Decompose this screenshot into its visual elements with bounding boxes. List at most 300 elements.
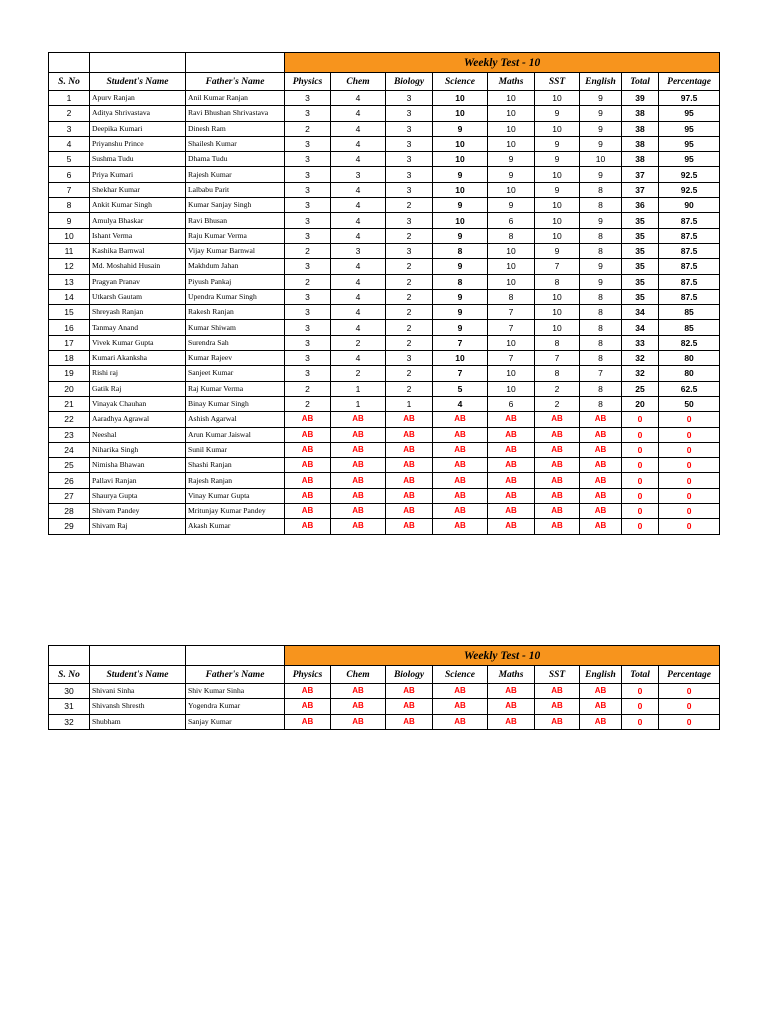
student-row — [49, 427, 720, 442]
biology-score: 2 — [386, 289, 433, 304]
student-row — [49, 259, 720, 274]
physics-score: 3 — [285, 106, 331, 121]
sst-score: 7 — [535, 351, 580, 366]
student-row — [49, 504, 720, 519]
physics-score: 2 — [285, 381, 331, 396]
student-name: Niharika Singh — [90, 442, 186, 457]
chem-score: 2 — [331, 335, 386, 350]
sst-score: AB — [535, 473, 580, 488]
maths-score: 10 — [488, 91, 535, 106]
physics-score: 3 — [285, 228, 331, 243]
column-header: Physics — [285, 666, 331, 684]
student-row — [49, 396, 720, 411]
sst-score: 9 — [535, 243, 580, 258]
sst-score: AB — [535, 427, 580, 442]
serial-number: 18 — [49, 351, 90, 366]
physics-score: AB — [285, 519, 331, 534]
english-score: 8 — [580, 381, 622, 396]
student-row — [49, 335, 720, 350]
father-name: Piyush Pankaj — [186, 274, 285, 289]
maths-score: AB — [488, 458, 535, 473]
sst-score: 8 — [535, 274, 580, 289]
science-score: 7 — [433, 335, 488, 350]
english-score: 8 — [580, 228, 622, 243]
results-table-1 — [48, 52, 720, 535]
chem-score: AB — [331, 684, 386, 699]
english-score: 8 — [580, 182, 622, 197]
sst-score: 9 — [535, 152, 580, 167]
percentage: 85 — [659, 320, 720, 335]
total-score: 37 — [622, 167, 659, 182]
science-score: 7 — [433, 366, 488, 381]
english-score: AB — [580, 488, 622, 503]
total-score: 0 — [622, 714, 659, 729]
percentage: 92.5 — [659, 182, 720, 197]
father-name: Yogendra Kumar — [186, 699, 285, 714]
biology-score: 3 — [386, 136, 433, 151]
total-score: 25 — [622, 381, 659, 396]
science-score: 9 — [433, 121, 488, 136]
sst-score: 2 — [535, 396, 580, 411]
column-header: Biology — [386, 73, 433, 91]
test-title: Weekly Test - 10 — [285, 646, 720, 666]
serial-number: 25 — [49, 458, 90, 473]
student-row — [49, 699, 720, 714]
biology-score: AB — [386, 519, 433, 534]
physics-score: 3 — [285, 335, 331, 350]
chem-score: AB — [331, 504, 386, 519]
chem-score: 4 — [331, 320, 386, 335]
chem-score: 1 — [331, 396, 386, 411]
serial-number: 12 — [49, 259, 90, 274]
father-name: Rakesh Ranjan — [186, 305, 285, 320]
student-row — [49, 488, 720, 503]
sst-score: 10 — [535, 91, 580, 106]
sst-score: 8 — [535, 335, 580, 350]
results-table-2 — [48, 645, 720, 730]
biology-score: AB — [386, 699, 433, 714]
physics-score: AB — [285, 699, 331, 714]
column-header: Student's Name — [90, 666, 186, 684]
physics-score: AB — [285, 488, 331, 503]
science-score: AB — [433, 519, 488, 534]
english-score: 9 — [580, 274, 622, 289]
student-row — [49, 714, 720, 729]
title-row — [49, 53, 720, 73]
total-score: 36 — [622, 198, 659, 213]
percentage: 0 — [659, 488, 720, 503]
header-row — [49, 666, 720, 684]
student-name: Priyanshu Prince — [90, 136, 186, 151]
science-score: 10 — [433, 213, 488, 228]
serial-number: 3 — [49, 121, 90, 136]
percentage: 95 — [659, 152, 720, 167]
student-name: Shivam Pandey — [90, 504, 186, 519]
student-name: Vinayak Chauhan — [90, 396, 186, 411]
percentage: 82.5 — [659, 335, 720, 350]
biology-score: AB — [386, 458, 433, 473]
chem-score: 4 — [331, 274, 386, 289]
percentage: 87.5 — [659, 243, 720, 258]
test-title: Weekly Test - 10 — [285, 53, 720, 73]
serial-number: 2 — [49, 106, 90, 121]
serial-number: 10 — [49, 228, 90, 243]
student-name: Amulya Bhaskar — [90, 213, 186, 228]
student-name: Deepika Kumari — [90, 121, 186, 136]
student-name: Priya Kumari — [90, 167, 186, 182]
physics-score: 3 — [285, 289, 331, 304]
biology-score: 3 — [386, 243, 433, 258]
physics-score: 3 — [285, 182, 331, 197]
total-score: 0 — [622, 488, 659, 503]
science-score: 9 — [433, 320, 488, 335]
column-header: Total — [622, 666, 659, 684]
science-score: 9 — [433, 228, 488, 243]
percentage: 0 — [659, 442, 720, 457]
science-score: AB — [433, 714, 488, 729]
sst-score: 10 — [535, 198, 580, 213]
father-name: Binay Kumar Singh — [186, 396, 285, 411]
science-score: 10 — [433, 182, 488, 197]
total-score: 32 — [622, 366, 659, 381]
serial-number: 16 — [49, 320, 90, 335]
student-row — [49, 412, 720, 427]
biology-score: AB — [386, 684, 433, 699]
chem-score: 4 — [331, 228, 386, 243]
total-score: 35 — [622, 289, 659, 304]
percentage: 62.5 — [659, 381, 720, 396]
english-score: 9 — [580, 213, 622, 228]
science-score: AB — [433, 473, 488, 488]
biology-score: AB — [386, 442, 433, 457]
sst-score: AB — [535, 519, 580, 534]
student-name: Shreyash Ranjan — [90, 305, 186, 320]
chem-score: 4 — [331, 136, 386, 151]
percentage: 95 — [659, 136, 720, 151]
physics-score: AB — [285, 504, 331, 519]
english-score: 8 — [580, 305, 622, 320]
student-row — [49, 91, 720, 106]
physics-score: 3 — [285, 366, 331, 381]
chem-score: 3 — [331, 167, 386, 182]
biology-score: 2 — [386, 259, 433, 274]
science-score: 10 — [433, 91, 488, 106]
chem-score: AB — [331, 442, 386, 457]
column-header: Percentage — [659, 73, 720, 91]
sst-score: 10 — [535, 320, 580, 335]
maths-score: 7 — [488, 320, 535, 335]
student-row — [49, 121, 720, 136]
father-name: Akash Kumar — [186, 519, 285, 534]
student-name: Aaradhya Agrawal — [90, 412, 186, 427]
father-name: Rajesh Kumar — [186, 167, 285, 182]
header-row — [49, 73, 720, 91]
biology-score: 2 — [386, 228, 433, 243]
english-score: AB — [580, 458, 622, 473]
biology-score: 3 — [386, 121, 433, 136]
chem-score: 4 — [331, 121, 386, 136]
biology-score: 3 — [386, 91, 433, 106]
column-header: Science — [433, 73, 488, 91]
science-score: 5 — [433, 381, 488, 396]
english-score: 8 — [580, 243, 622, 258]
science-score: AB — [433, 504, 488, 519]
english-score: AB — [580, 442, 622, 457]
chem-score: AB — [331, 488, 386, 503]
father-name: Vinay Kumar Gupta — [186, 488, 285, 503]
science-score: 8 — [433, 274, 488, 289]
maths-score: AB — [488, 699, 535, 714]
science-score: 9 — [433, 167, 488, 182]
physics-score: 3 — [285, 152, 331, 167]
biology-score: 2 — [386, 320, 433, 335]
column-header: Biology — [386, 666, 433, 684]
student-name: Aditya Shrivastava — [90, 106, 186, 121]
maths-score: AB — [488, 473, 535, 488]
english-score: AB — [580, 412, 622, 427]
physics-score: AB — [285, 412, 331, 427]
percentage: 0 — [659, 473, 720, 488]
english-score: 9 — [580, 106, 622, 121]
student-row — [49, 106, 720, 121]
total-score: 35 — [622, 213, 659, 228]
column-header: Chem — [331, 666, 386, 684]
total-score: 38 — [622, 136, 659, 151]
chem-score: 4 — [331, 91, 386, 106]
english-score: AB — [580, 699, 622, 714]
serial-number: 30 — [49, 684, 90, 699]
chem-score: 2 — [331, 366, 386, 381]
student-row — [49, 198, 720, 213]
student-row — [49, 136, 720, 151]
chem-score: 4 — [331, 259, 386, 274]
serial-number: 9 — [49, 213, 90, 228]
father-name: Kumar Sanjay Singh — [186, 198, 285, 213]
percentage: 85 — [659, 305, 720, 320]
sst-score: AB — [535, 684, 580, 699]
chem-score: 4 — [331, 152, 386, 167]
chem-score: AB — [331, 427, 386, 442]
column-header: Physics — [285, 73, 331, 91]
father-name: Vijay Kumar Barnwal — [186, 243, 285, 258]
biology-score: AB — [386, 488, 433, 503]
serial-number: 32 — [49, 714, 90, 729]
physics-score: AB — [285, 458, 331, 473]
chem-score: 4 — [331, 213, 386, 228]
serial-number: 23 — [49, 427, 90, 442]
serial-number: 22 — [49, 412, 90, 427]
science-score: 9 — [433, 198, 488, 213]
father-name: Sanjay Kumar — [186, 714, 285, 729]
father-name: Sunil Kumar — [186, 442, 285, 457]
total-score: 0 — [622, 699, 659, 714]
sst-score: AB — [535, 714, 580, 729]
column-header: S. No — [49, 666, 90, 684]
father-name: Raju Kumar Verma — [186, 228, 285, 243]
science-score: AB — [433, 699, 488, 714]
english-score: 8 — [580, 396, 622, 411]
physics-score: 2 — [285, 396, 331, 411]
physics-score: AB — [285, 442, 331, 457]
father-name: Kumar Shiwam — [186, 320, 285, 335]
science-score: 9 — [433, 259, 488, 274]
physics-score: AB — [285, 427, 331, 442]
chem-score: AB — [331, 519, 386, 534]
physics-score: 3 — [285, 136, 331, 151]
science-score: AB — [433, 427, 488, 442]
maths-score: 10 — [488, 259, 535, 274]
total-score: 0 — [622, 427, 659, 442]
father-name: Lalbabu Parit — [186, 182, 285, 197]
title-row — [49, 646, 720, 666]
english-score: AB — [580, 519, 622, 534]
father-name: Ashish Agarwal — [186, 412, 285, 427]
maths-score: 6 — [488, 396, 535, 411]
column-header: Percentage — [659, 666, 720, 684]
sst-score: AB — [535, 412, 580, 427]
chem-score: AB — [331, 412, 386, 427]
percentage: 0 — [659, 427, 720, 442]
biology-score: 3 — [386, 106, 433, 121]
father-name: Dhama Tudu — [186, 152, 285, 167]
science-score: 9 — [433, 289, 488, 304]
biology-score: 2 — [386, 366, 433, 381]
maths-score: 9 — [488, 152, 535, 167]
total-score: 0 — [622, 442, 659, 457]
percentage: 0 — [659, 519, 720, 534]
total-score: 35 — [622, 259, 659, 274]
percentage: 87.5 — [659, 289, 720, 304]
biology-score: AB — [386, 412, 433, 427]
serial-number: 1 — [49, 91, 90, 106]
english-score: AB — [580, 504, 622, 519]
physics-score: 2 — [285, 274, 331, 289]
sst-score: 9 — [535, 182, 580, 197]
percentage: 0 — [659, 504, 720, 519]
father-name: Rajesh Ranjan — [186, 473, 285, 488]
student-name: Ishant Verma — [90, 228, 186, 243]
student-name: Shaurya Gupta — [90, 488, 186, 503]
father-name: Ravi Bhusan — [186, 213, 285, 228]
sst-score: 10 — [535, 228, 580, 243]
biology-score: 2 — [386, 381, 433, 396]
physics-score: AB — [285, 714, 331, 729]
biology-score: 3 — [386, 213, 433, 228]
chem-score: 4 — [331, 106, 386, 121]
english-score: AB — [580, 427, 622, 442]
total-score: 20 — [622, 396, 659, 411]
student-row — [49, 167, 720, 182]
percentage: 50 — [659, 396, 720, 411]
student-name: Pragyan Pranav — [90, 274, 186, 289]
science-score: 4 — [433, 396, 488, 411]
serial-number: 6 — [49, 167, 90, 182]
father-name: Dinesh Ram — [186, 121, 285, 136]
serial-number: 29 — [49, 519, 90, 534]
serial-number: 24 — [49, 442, 90, 457]
serial-number: 17 — [49, 335, 90, 350]
father-name: Shashi Ranjan — [186, 458, 285, 473]
student-name: Neeshal — [90, 427, 186, 442]
total-score: 39 — [622, 91, 659, 106]
chem-score: 4 — [331, 198, 386, 213]
column-header: SST — [535, 73, 580, 91]
maths-score: AB — [488, 412, 535, 427]
maths-score: 10 — [488, 381, 535, 396]
english-score: 9 — [580, 259, 622, 274]
sst-score: 10 — [535, 305, 580, 320]
total-score: 34 — [622, 305, 659, 320]
maths-score: 10 — [488, 106, 535, 121]
physics-score: 3 — [285, 305, 331, 320]
student-row — [49, 684, 720, 699]
science-score: 10 — [433, 152, 488, 167]
biology-score: 1 — [386, 396, 433, 411]
sst-score: 10 — [535, 121, 580, 136]
chem-score: 4 — [331, 305, 386, 320]
total-score: 32 — [622, 351, 659, 366]
student-name: Vivek Kumar Gupta — [90, 335, 186, 350]
biology-score: AB — [386, 427, 433, 442]
english-score: AB — [580, 473, 622, 488]
chem-score: AB — [331, 699, 386, 714]
student-row — [49, 458, 720, 473]
column-header: Science — [433, 666, 488, 684]
serial-number: 20 — [49, 381, 90, 396]
student-name: Utkarsh Gautam — [90, 289, 186, 304]
biology-score: 2 — [386, 198, 433, 213]
chem-score: 3 — [331, 243, 386, 258]
student-name: Shivani Sinha — [90, 684, 186, 699]
father-name: Mritunjay Kumar Pandey — [186, 504, 285, 519]
biology-score: 3 — [386, 351, 433, 366]
total-score: 37 — [622, 182, 659, 197]
chem-score: 4 — [331, 351, 386, 366]
maths-score: AB — [488, 488, 535, 503]
maths-score: 7 — [488, 305, 535, 320]
student-row — [49, 213, 720, 228]
father-name: Surendra Sah — [186, 335, 285, 350]
maths-score: 9 — [488, 167, 535, 182]
student-name: Nimisha Bhawan — [90, 458, 186, 473]
column-header: Father's Name — [186, 73, 285, 91]
student-name: Shivam Raj — [90, 519, 186, 534]
percentage: 87.5 — [659, 274, 720, 289]
father-name: Ravi Bhushan Shrivastava — [186, 106, 285, 121]
maths-score: AB — [488, 519, 535, 534]
father-name: Kumar Rajeev — [186, 351, 285, 366]
percentage: 87.5 — [659, 259, 720, 274]
biology-score: AB — [386, 504, 433, 519]
percentage: 80 — [659, 351, 720, 366]
total-score: 0 — [622, 473, 659, 488]
chem-score: 4 — [331, 182, 386, 197]
english-score: AB — [580, 684, 622, 699]
physics-score: 2 — [285, 121, 331, 136]
father-name: Sanjeet Kumar — [186, 366, 285, 381]
serial-number: 27 — [49, 488, 90, 503]
student-name: Apurv Ranjan — [90, 91, 186, 106]
physics-score: AB — [285, 684, 331, 699]
student-name: Sushma Tudu — [90, 152, 186, 167]
student-name: Kumari Akanksha — [90, 351, 186, 366]
student-row — [49, 442, 720, 457]
percentage: 87.5 — [659, 213, 720, 228]
chem-score: AB — [331, 458, 386, 473]
percentage: 87.5 — [659, 228, 720, 243]
maths-score: 8 — [488, 228, 535, 243]
total-score: 33 — [622, 335, 659, 350]
